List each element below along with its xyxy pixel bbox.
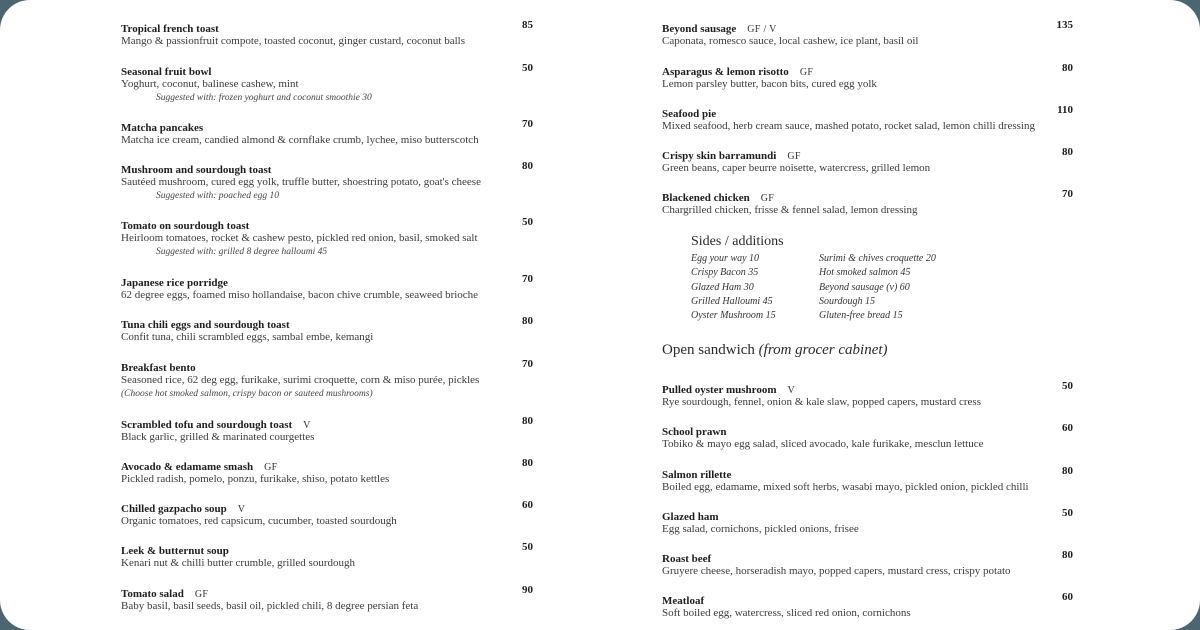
item-name: Asparagus & lemon risotto <box>662 66 789 78</box>
item-price: 60 <box>522 499 533 511</box>
item-suggestion: Suggested with: poached egg 10 <box>156 191 279 201</box>
item-description: Mixed seafood, herb cream sauce, mashed potato, rocket salad, lemon chilli dressing <box>662 120 1035 132</box>
menu-item <box>662 104 1073 133</box>
side-item: Hot smoked salmon 45 <box>819 267 911 279</box>
side-item: Crispy Bacon 35 <box>691 267 759 279</box>
menu-item <box>121 273 533 302</box>
side-item: Oyster Mushroom 15 <box>691 310 776 322</box>
sides-additions <box>691 234 991 323</box>
item-description: Mango & passionfruit compote, toasted coconut, ginger custard, coconut balls <box>121 35 465 47</box>
section-title: Open sandwich <box>662 342 755 358</box>
item-description: Black garlic, grilled & marinated courgettes <box>121 431 315 443</box>
dietary-tag: GF <box>787 151 801 162</box>
item-name: Japanese rice porridge <box>121 277 228 289</box>
side-item: Sourdough 15 <box>819 295 876 307</box>
item-name: Beyond sausage <box>662 23 737 35</box>
item-description: Caponata, romesco sauce, local cashew, ice plant, basil oil <box>662 35 919 47</box>
item-price: 85 <box>522 19 533 31</box>
sides-list-1 <box>691 252 819 323</box>
item-price: 50 <box>1062 380 1073 392</box>
item-description: Egg salad, cornichons, pickled onions, frisee <box>662 523 859 535</box>
item-price: 70 <box>522 358 533 370</box>
item-price: 80 <box>1062 465 1073 477</box>
menu-item <box>121 358 533 401</box>
item-price: 135 <box>1056 19 1073 31</box>
sides-title: Sides / additions <box>691 234 784 249</box>
dietary-tag: V <box>787 385 796 396</box>
item-description: Boiled egg, edamame, mixed soft herbs, wasabi mayo, pickled onion, pickled chilli <box>662 481 1029 493</box>
item-description: Chargrilled chicken, frisse & fennel salad, lemon dressing <box>662 204 918 216</box>
dietary-tag: V <box>237 504 246 515</box>
open-sandwich-heading <box>662 342 888 359</box>
item-description: Soft boiled egg, watercress, sliced red onion, cornichons <box>662 607 911 619</box>
menu-item <box>121 415 533 444</box>
item-name: School prawn <box>662 426 727 438</box>
item-description: Yoghurt, coconut, balinese cashew, mint <box>121 78 299 90</box>
sides-list-2 <box>819 252 947 323</box>
item-name: Roast beef <box>662 553 712 565</box>
item-price: 60 <box>1062 591 1073 603</box>
item-description: Confit tuna, chili scrambled eggs, sambal embe, kemangi <box>121 331 374 343</box>
dietary-tag: V <box>303 420 311 431</box>
menu-item <box>121 584 533 613</box>
item-name: Glazed ham <box>662 511 719 523</box>
item-price: 80 <box>1062 62 1073 74</box>
item-name: Breakfast bento <box>121 362 196 374</box>
menu-item <box>662 380 1073 409</box>
menu-item <box>121 315 533 344</box>
item-price: 80 <box>522 315 533 327</box>
item-description: Baby basil, basil seeds, basil oil, pickled chili, 8 degree persian feta <box>121 600 419 612</box>
menu-item <box>662 549 1073 578</box>
item-description: Heirloom tomatoes, rocket & cashew pesto, pickled red onion, basil, smoked salt <box>121 232 478 244</box>
item-price: 50 <box>522 62 533 74</box>
dietary-tag: GF <box>760 193 775 204</box>
item-price: 80 <box>1062 549 1073 561</box>
dietary-tag: GF <box>194 589 209 600</box>
item-option-note: (Choose hot smoked salmon, crispy bacon or sauteed mushrooms) <box>121 389 373 399</box>
menu-item <box>662 465 1073 494</box>
item-description: Pickled radish, pomelo, ponzu, furikake, shiso, potato kettles <box>121 473 390 485</box>
item-name: Meatloaf <box>662 595 705 607</box>
item-name: Seafood pie <box>662 108 717 120</box>
item-name: Tropical french toast <box>121 23 219 35</box>
item-description: Gruyere cheese, horseradish mayo, popped capers, mustard cress, crispy potato <box>662 565 1011 577</box>
item-name: Matcha pancakes <box>121 122 204 134</box>
item-price: 80 <box>522 457 533 469</box>
item-price: 110 <box>1057 104 1073 116</box>
menu-item <box>121 499 533 528</box>
menu-item <box>662 146 1073 175</box>
item-price: 50 <box>522 216 533 228</box>
item-suggestion: Suggested with: grilled 8 degree halloumi 45 <box>156 247 328 257</box>
side-item: Grilled Halloumi 45 <box>691 295 773 307</box>
item-name: Scrambled tofu and sourdough toast <box>121 419 293 431</box>
item-name: Leek & butternut soup <box>121 545 229 557</box>
item-price: 50 <box>1062 507 1073 519</box>
menu-item <box>121 19 533 48</box>
item-description: Kenari nut & chilli butter crumble, grilled sourdough <box>121 557 356 569</box>
item-description: Tobiko & mayo egg salad, sliced avocado, kale furikake, mesclun lettuce <box>662 438 984 450</box>
dietary-tag: GF <box>264 462 278 473</box>
side-item: Surimi & chives croquette 20 <box>819 253 936 264</box>
section-subtitle: (from grocer cabinet) <box>758 342 888 358</box>
dietary-tag: GF <box>799 67 814 78</box>
menu-item <box>121 457 533 486</box>
item-name: Tomato on sourdough toast <box>121 220 250 232</box>
item-name: Seasonal fruit bowl <box>121 66 212 78</box>
item-name: Blackened chicken <box>662 192 750 204</box>
menu-item <box>121 160 533 203</box>
item-price: 70 <box>522 118 533 130</box>
menu-item <box>121 62 533 105</box>
side-item: Egg your way 10 <box>691 253 760 264</box>
item-price: 50 <box>522 541 533 553</box>
item-name: Chilled gazpacho soup <box>121 503 227 515</box>
menu-item <box>662 19 1073 48</box>
item-description: Rye sourdough, fennel, onion & kale slaw, popped capers, mustard cress <box>662 396 981 408</box>
item-name: Avocado & edamame smash <box>121 461 254 473</box>
item-price: 70 <box>1062 188 1073 200</box>
item-price: 80 <box>522 160 533 172</box>
side-item: Gluten-free bread 15 <box>819 310 903 322</box>
menu-item <box>121 541 533 570</box>
item-name: Crispy skin barramundi <box>662 150 777 162</box>
item-price: 70 <box>522 273 533 285</box>
item-name: Tuna chili eggs and sourdough toast <box>121 319 290 331</box>
item-description: Organic tomatoes, red capsicum, cucumber, toasted sourdough <box>121 515 397 527</box>
item-name: Salmon rillette <box>662 469 732 481</box>
item-price: 60 <box>1062 422 1073 434</box>
item-description: Green beans, caper beurre noisette, watercress, grilled lemon <box>662 162 931 174</box>
item-price: 90 <box>522 584 533 596</box>
menu-item <box>662 62 1073 91</box>
item-description: 62 degree eggs, foamed miso hollandaise, bacon chive crumble, seaweed brioche <box>121 289 479 301</box>
side-item: Glazed Ham 30 <box>691 281 754 293</box>
item-price: 80 <box>1062 146 1073 158</box>
menu-item <box>662 188 1073 217</box>
dietary-tag: GF / V <box>747 24 777 35</box>
menu-item <box>121 216 533 259</box>
item-description: Matcha ice cream, candied almond & cornflake crumb, lychee, miso butterscotch <box>121 134 479 146</box>
item-description: Lemon parsley butter, bacon bits, cured egg yolk <box>662 78 877 90</box>
item-description: Seasoned rice, 62 deg egg, furikake, surimi croquette, corn & miso purée, pickles <box>121 374 480 386</box>
item-price: 80 <box>522 415 533 427</box>
side-item: Beyond sausage (v) 60 <box>819 281 910 293</box>
menu-item <box>662 507 1073 536</box>
menu-item <box>662 591 1073 620</box>
item-suggestion: Suggested with: frozen yoghurt and coconut smoothie 30 <box>156 93 372 103</box>
menu-item <box>662 422 1073 451</box>
item-name: Pulled oyster mushroom <box>662 384 777 396</box>
menu-item <box>121 118 533 147</box>
item-description: Sautéed mushroom, cured egg yolk, truffle butter, shoestring potato, goat's cheese <box>121 176 481 188</box>
item-name: Tomato salad <box>121 588 184 600</box>
item-name: Mushroom and sourdough toast <box>121 164 272 176</box>
